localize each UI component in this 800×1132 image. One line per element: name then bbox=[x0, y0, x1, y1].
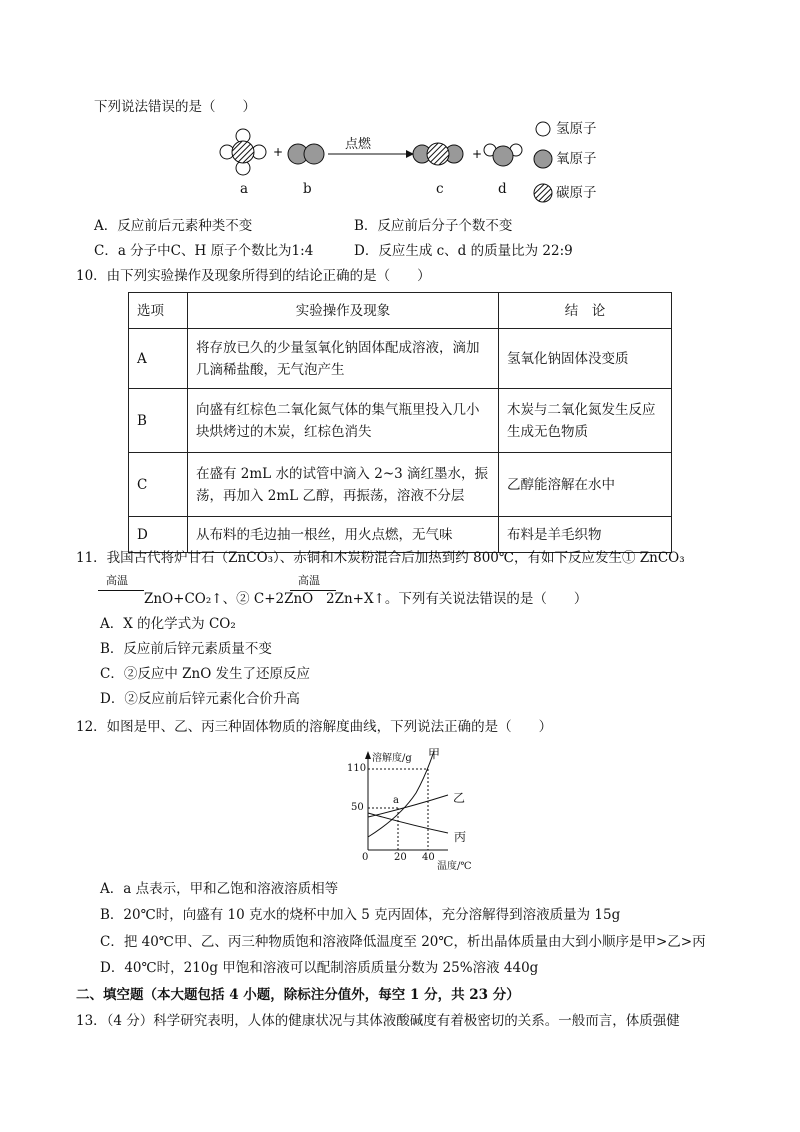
table-cell-operation: 从布料的毛边抽一根丝，用火点燃，无气味 bbox=[188, 517, 499, 553]
molecule-a bbox=[220, 129, 266, 175]
q11-equation-1: ZnO+CO₂↑、② C+2ZnO bbox=[144, 591, 314, 607]
legend-hydrogen-icon bbox=[536, 122, 550, 136]
table-cell-conclusion: 乙醇能溶解在水中 bbox=[499, 453, 672, 517]
legend-hydrogen: 氢原子 bbox=[556, 121, 597, 137]
x-tick-0: 0 bbox=[362, 852, 369, 863]
series-label-jia: 甲 bbox=[428, 747, 441, 761]
curve-yi bbox=[368, 795, 448, 817]
q11-option-b: B．反应前后锌元素质量不变 bbox=[100, 641, 272, 657]
table-row bbox=[129, 329, 672, 389]
legend-oxygen-icon bbox=[534, 150, 552, 168]
operation-line: 几滴稀盐酸，无气泡产生 bbox=[196, 361, 345, 378]
molecule-b bbox=[288, 144, 324, 164]
x-tick-20: 20 bbox=[394, 852, 407, 863]
q11-option-a: A．X 的化学式为 CO₂ bbox=[100, 616, 236, 632]
operation-line: 在盛有 2mL 水的试管中滴入 2~3 滴红墨水，振 bbox=[196, 465, 489, 482]
q12-option-a: A．a 点表示，甲和乙饱和溶液溶质相等 bbox=[100, 881, 339, 897]
q9-option-b: B．反应前后分子个数不变 bbox=[354, 218, 513, 234]
table-cell-option: A bbox=[129, 329, 188, 389]
q11-equation-2: 2Zn+X↑。下列有关说法错误的是（ ） bbox=[326, 591, 588, 607]
legend-carbon-icon bbox=[534, 184, 552, 202]
molecule-d bbox=[484, 144, 522, 166]
q12-option-c: C．把 40℃甲、乙、丙三种物质饱和溶液降低温度至 20℃，析出晶体质量由大到小顺序是甲>乙>丙 bbox=[100, 934, 706, 950]
legend-carbon: 碳原子 bbox=[556, 185, 597, 201]
q9-stem: 下列说法错误的是（ ） bbox=[94, 99, 256, 115]
condition-bar-1 bbox=[98, 590, 144, 591]
operation-line: 向盛有红棕色二氧化氮气体的集气瓶里投入几小 bbox=[196, 401, 480, 418]
plus-sign-2: + bbox=[472, 147, 483, 161]
table-cell-operation bbox=[188, 389, 499, 453]
y-tick-110: 110 bbox=[347, 763, 367, 774]
label-a: a bbox=[240, 181, 249, 197]
table-cell-conclusion bbox=[499, 389, 672, 453]
q9-option-c: C．a 分子中C、H 原子个数比为1:4 bbox=[94, 243, 314, 259]
label-c: c bbox=[436, 181, 444, 197]
plus-sign-1: + bbox=[273, 145, 284, 159]
table-cell-operation bbox=[188, 453, 499, 517]
table-cell-option: D bbox=[129, 517, 188, 553]
q13-stem: 13．（4 分）科学研究表明，人体的健康状况与其体液酸碱度有着极密切的关系。一般而言，体质强健 bbox=[76, 1013, 680, 1029]
section-2-title: 二、填空题（本大题包括 4 小题，除标注分值外，每空 1 分，共 23 分） bbox=[76, 987, 520, 1003]
label-d: d bbox=[498, 181, 507, 197]
q12-stem: 12．如图是甲、乙、丙三种固体物质的溶解度曲线，下列说法正确的是（ ） bbox=[76, 719, 553, 735]
series-label-yi: 乙 bbox=[453, 791, 466, 805]
table-header: 结 论 bbox=[499, 293, 672, 329]
table-cell-conclusion: 氢氧化钠固体没变质 bbox=[499, 329, 672, 389]
table-header: 选项 bbox=[129, 293, 188, 329]
y-tick-50: 50 bbox=[351, 802, 364, 813]
chart-xlabel: 温度/℃ bbox=[437, 861, 472, 872]
q11-stem-line1: 11．我国古代将炉甘石（ZnCO₃）、赤铜和木炭粉混合后加热到约 800℃，有如下反应发生① ZnCO₃ bbox=[76, 550, 685, 566]
table-cell-option: C bbox=[129, 453, 188, 517]
condition-high-temp-1: 高温 bbox=[106, 574, 128, 587]
table-row bbox=[129, 389, 672, 453]
operation-line: 将存放已久的少量氢氧化钠固体配成溶液，滴加 bbox=[196, 339, 480, 356]
curve-bing bbox=[368, 813, 448, 833]
q12-option-d: D．40℃时，210g 甲饱和溶液可以配制溶质质量分数为 25%溶液 440g bbox=[100, 960, 539, 976]
q9-option-d: D．反应生成 c、d 的质量比为 22:9 bbox=[354, 243, 573, 259]
q12-option-b: B．20℃时，向盛有 10 克水的烧杯中加入 5 克丙固体，充分溶解得到溶液质量为 15g bbox=[100, 907, 621, 923]
table-header-row bbox=[129, 293, 672, 329]
conclusion-line: 生成无色物质 bbox=[507, 423, 588, 440]
molecule-c bbox=[413, 143, 463, 165]
condition-high-temp-2: 高温 bbox=[298, 574, 320, 587]
chart-ylabel: 溶解度/g bbox=[372, 753, 412, 764]
q10-stem: 10．由下列实验操作及现象所得到的结论正确的是（ ） bbox=[76, 268, 431, 284]
table-row bbox=[129, 517, 672, 553]
operation-line: 荡，再加入 2mL 乙醇，再振荡，溶液不分层 bbox=[196, 487, 465, 504]
conclusion-line: 木炭与二氧化氮发生反应 bbox=[507, 401, 656, 418]
q11-option-c: C．②反应中 ZnO 发生了还原反应 bbox=[100, 666, 311, 682]
point-a-label: a bbox=[393, 795, 399, 806]
table-cell-option: B bbox=[129, 389, 188, 453]
label-b: b bbox=[303, 181, 312, 197]
legend-oxygen: 氧原子 bbox=[556, 151, 597, 167]
experiment-table bbox=[128, 292, 672, 553]
q9-option-a: A．反应前后元素种类不变 bbox=[94, 218, 253, 234]
table-cell-conclusion: 布料是羊毛织物 bbox=[499, 517, 672, 553]
table-row bbox=[129, 453, 672, 517]
table-cell-operation bbox=[188, 329, 499, 389]
arrow-condition: 点燃 bbox=[345, 137, 372, 152]
q11-option-d: D．②反应前后锌元素化合价升高 bbox=[100, 691, 300, 707]
table-header: 实验操作及现象 bbox=[188, 293, 499, 329]
operation-line: 块烘烤过的木炭，红棕色消失 bbox=[196, 423, 372, 440]
series-label-bing: 丙 bbox=[454, 830, 467, 844]
x-tick-40: 40 bbox=[422, 852, 435, 863]
